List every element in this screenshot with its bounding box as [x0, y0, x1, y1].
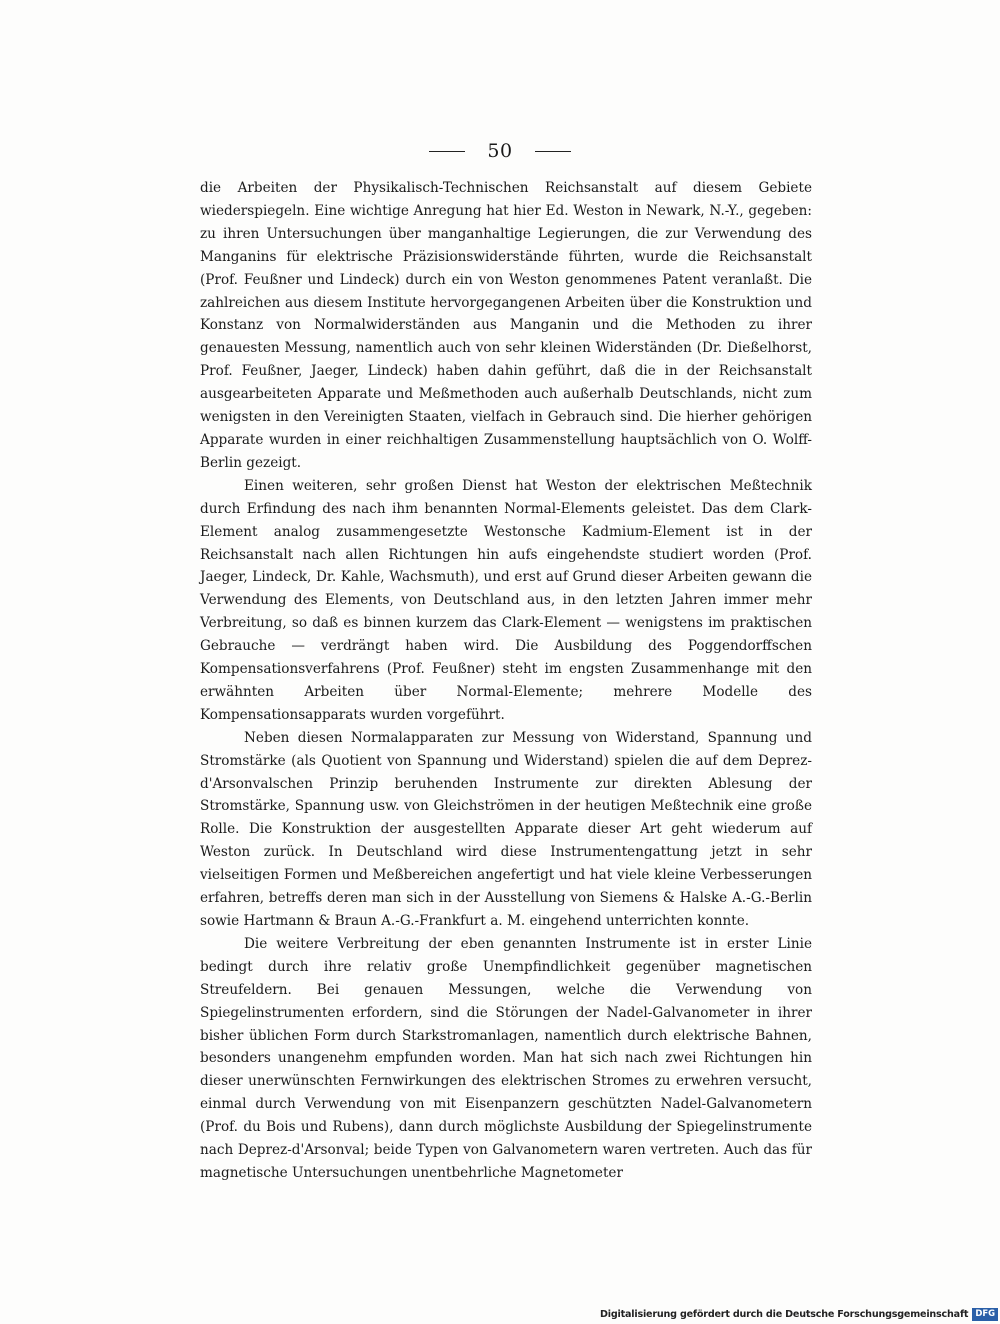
paragraph-2: Einen weiteren, sehr großen Dienst hat Weston der elektrischen Meßtechnik durch Erfindung des nach ihm benannten Normal-Elements geleistet. Das dem Clark-Element analog zusammengesetzte Westonsche Kadmium-Element ist in der Reichsanstalt nach allen Richtungen hin aufs eingehendste studiert worden (Prof. Jaeger, Lindeck, Dr. Kahle, Wachsmuth), und erst auf Grund dieser Arbeiten gewann die Verwendung des Elements, von Deutschland aus, in den letzten Jahren immer mehr Verbreitung, so daß es binnen kurzem das Clark-Element — wenigstens im praktischen Gebrauche — verdrängt haben wird. Die Ausbildung des Poggendorffschen Kompensationsverfahrens (Prof. Feußner) steht im engsten Zusammenhange mit den erwähnten Arbeiten über Normal-Elemente; mehrere Modelle des Kompensationsapparats wurden vorgeführt.: [200, 477, 812, 723]
header-rule-right: [535, 151, 571, 152]
digitization-credit: [600, 1308, 998, 1321]
paragraph-4: Die weitere Verbreitung der eben genannten Instrumente ist in erster Linie bedingt durch ihre relativ große Unempfindlichkeit gegenüber magnetischen Streufeldern. Bei genauen Messungen, welche die Verwendung von Spiegelinstrumenten erfordern, sind die Störungen der Nadel-Galvanometer in ihrer bisher üblichen Form durch Starkstromanlagen, namentlich durch elektrische Bahnen, besonders unangenehm empfunden worden. Man hat sich nach zwei Richtungen hin dieser unerwünschten Fernwirkungen des elektrischen Stromes zu erwehren versucht, einmal durch Verwendung von mit Eisenpanzern geschützten Nadel-Galvanometern (Prof. du Bois und Rubens), dann durch möglichste Ausbildung der Spiegelinstrumente nach Deprez-d'Arsonval; beide Typen von Galvanometern waren vertreten. Auch das für magnetische Untersuchungen unentbehrliche Magnetometer: [200, 935, 812, 1181]
dfg-logo-icon: DFG: [972, 1308, 998, 1321]
body-text: [200, 177, 812, 1185]
paragraph-3: Neben diesen Normalapparaten zur Messung von Widerstand, Spannung und Stromstärke (als Quotient von Spannung und Widerstand) spielen die auf dem Deprez-d'Arsonvalschen Prinzip beruhenden Instrumente zur direkten Ablesung der Stromstärke, Spannung usw. von Gleichströmen in der heutigen Meßtechnik eine große Rolle. Die Konstruktion der ausgestellten Apparate dieser Art geht wiederum auf Weston zurück. In Deutschland wird diese Instrumentengattung jetzt in sehr vielseitigen Formen und Meßbereichen angefertigt und hat viele kleine Verbesserungen erfahren, betreffs deren man sich in der Ausstellung von Siemens & Halske A.-G.-Berlin sowie Hartmann & Braun A.-G.-Frankfurt a. M. eingehend unterrichten konnte.: [200, 729, 812, 929]
page-number: 50: [487, 140, 513, 162]
header-rule-left: [429, 151, 465, 152]
page-header: [0, 138, 1000, 164]
credit-text: Digitalisierung gefördert durch die Deutsche Forschungsgemeinschaft: [600, 1309, 969, 1320]
paragraph-1: die Arbeiten der Physikalisch-Technischen Reichsanstalt auf diesem Gebiete wiederspiegeln. Eine wichtige Anregung hat hier Ed. Weston in Newark, N.-Y., gegeben: zu ihren Untersuchungen über manganhaltige Legierungen, die zur Verwendung des Manganins für elektrische Präzisionswiderstände führten, wurde die Reichsanstalt (Prof. Feußner und Lindeck) durch ein von Weston genommenes Patent veranlaßt. Die zahlreichen aus diesem Institute hervorgegangenen Arbeiten über die Konstruktion und Konstanz von Normalwiderständen aus Manganin und die Methoden zu ihrer genauesten Messung, namentlich auch von sehr kleinen Widerständen (Dr. Dießelhorst, Prof. Feußner, Jaeger, Lindeck) haben dahin geführt, daß die in der Reichsanstalt ausgearbeiteten Apparate und Meßmethoden auch außerhalb Deutschlands, nicht zum wenigsten in den Vereinigten Staaten, vielfach in Gebrauch sind. Die hierher gehörigen Apparate wurden in einer reichhaltigen Zusammenstellung hauptsächlich von O. Wolff-Berlin gezeigt.: [200, 180, 812, 471]
